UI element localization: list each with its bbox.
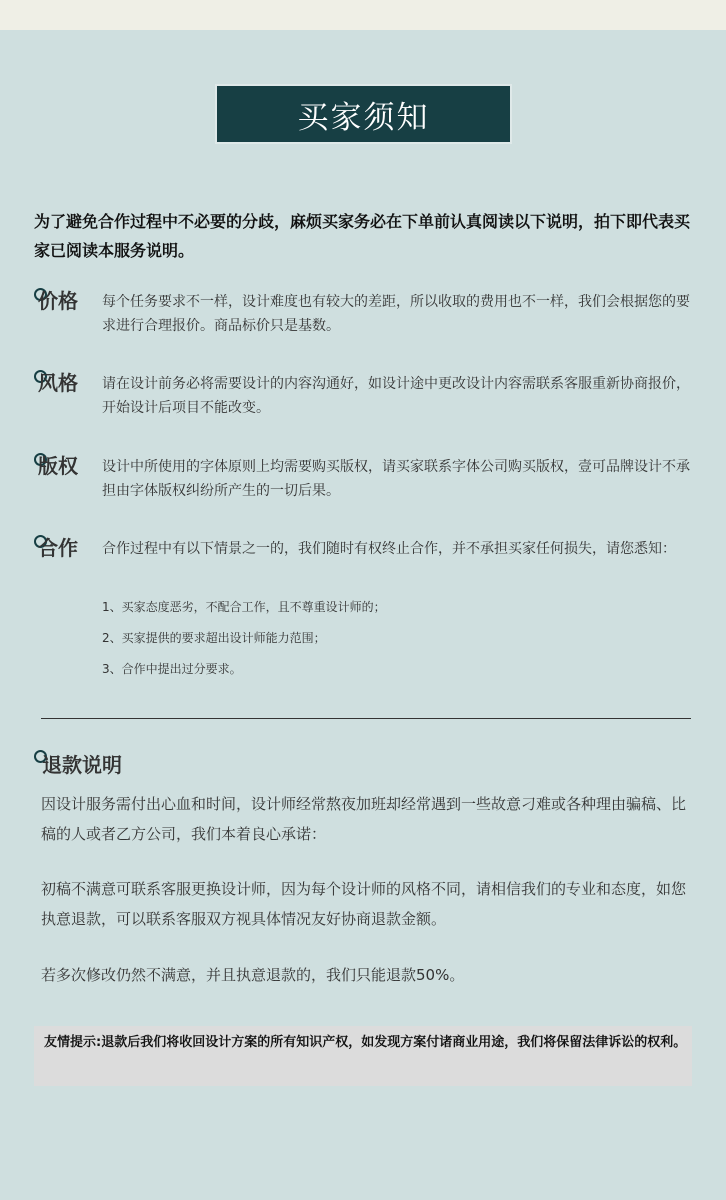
tip-text: 友情提示:退款后我们将收回设计方案的所有知识产权，如发现方案付诸商业用途，我们将保留法律诉讼的权利。 [44,1035,687,1050]
section-text: 合作过程中有以下情景之一的，我们随时有权终止合作，并不承担买家任何损失，请您悉知： [102,541,676,557]
refund-paragraph: 因设计服务需付出心血和时间，设计师经常熬夜加班却经常遇到一些故意刁难或各种理由骗稿、比稿的人或者乙方公司，我们本着良心承诺： [41,795,687,843]
cooperation-list [102,597,702,690]
refund-paragraph: 若多次修改仍然不满意，并且执意退款的，我们只能退款50%。 [41,966,465,984]
refund-paragraph: 初稿不满意可联系客服更换设计师，因为每个设计师的风格不同，请相信我们的专业和态度，如您执意退款，可以联系客服双方视具体情况友好协商退款金额。 [41,880,687,928]
section-text: 请在设计前务必将需要设计的内容沟通好，如设计途中更改设计内容需联系客服重新协商报价，开始设计后项目不能改变。 [102,376,690,416]
list-item: 2、买家提供的要求超出设计师能力范围； [102,631,326,645]
page-title: 买家须知 [217,86,510,142]
list-item: 1、买家态度恶劣，不配合工作，且不尊重设计师的； [102,600,386,614]
section-text: 设计中所使用的字体原则上均需要购买版权，请买家联系字体公司购买版权，壹可品牌设计不承担由字体版权纠纷所产生的一切后果。 [102,459,690,499]
tip-box [34,1026,692,1086]
intro-text: 为了避免合作过程中不必要的分歧，麻烦买家务必在下单前认真阅读以下说明，拍下即代表买家已阅读本服务说明。 [34,212,691,260]
refund-heading: 退款说明 [32,750,232,780]
list-item: 3、合作中提出过分要求。 [102,662,242,676]
divider [41,718,691,719]
section-text: 每个任务要求不一样，设计难度也有较大的差距，所以收取的费用也不一样，我们会根据您的要求进行合理报价。商品标价只是基数。 [102,294,690,334]
top-strip [0,0,726,30]
